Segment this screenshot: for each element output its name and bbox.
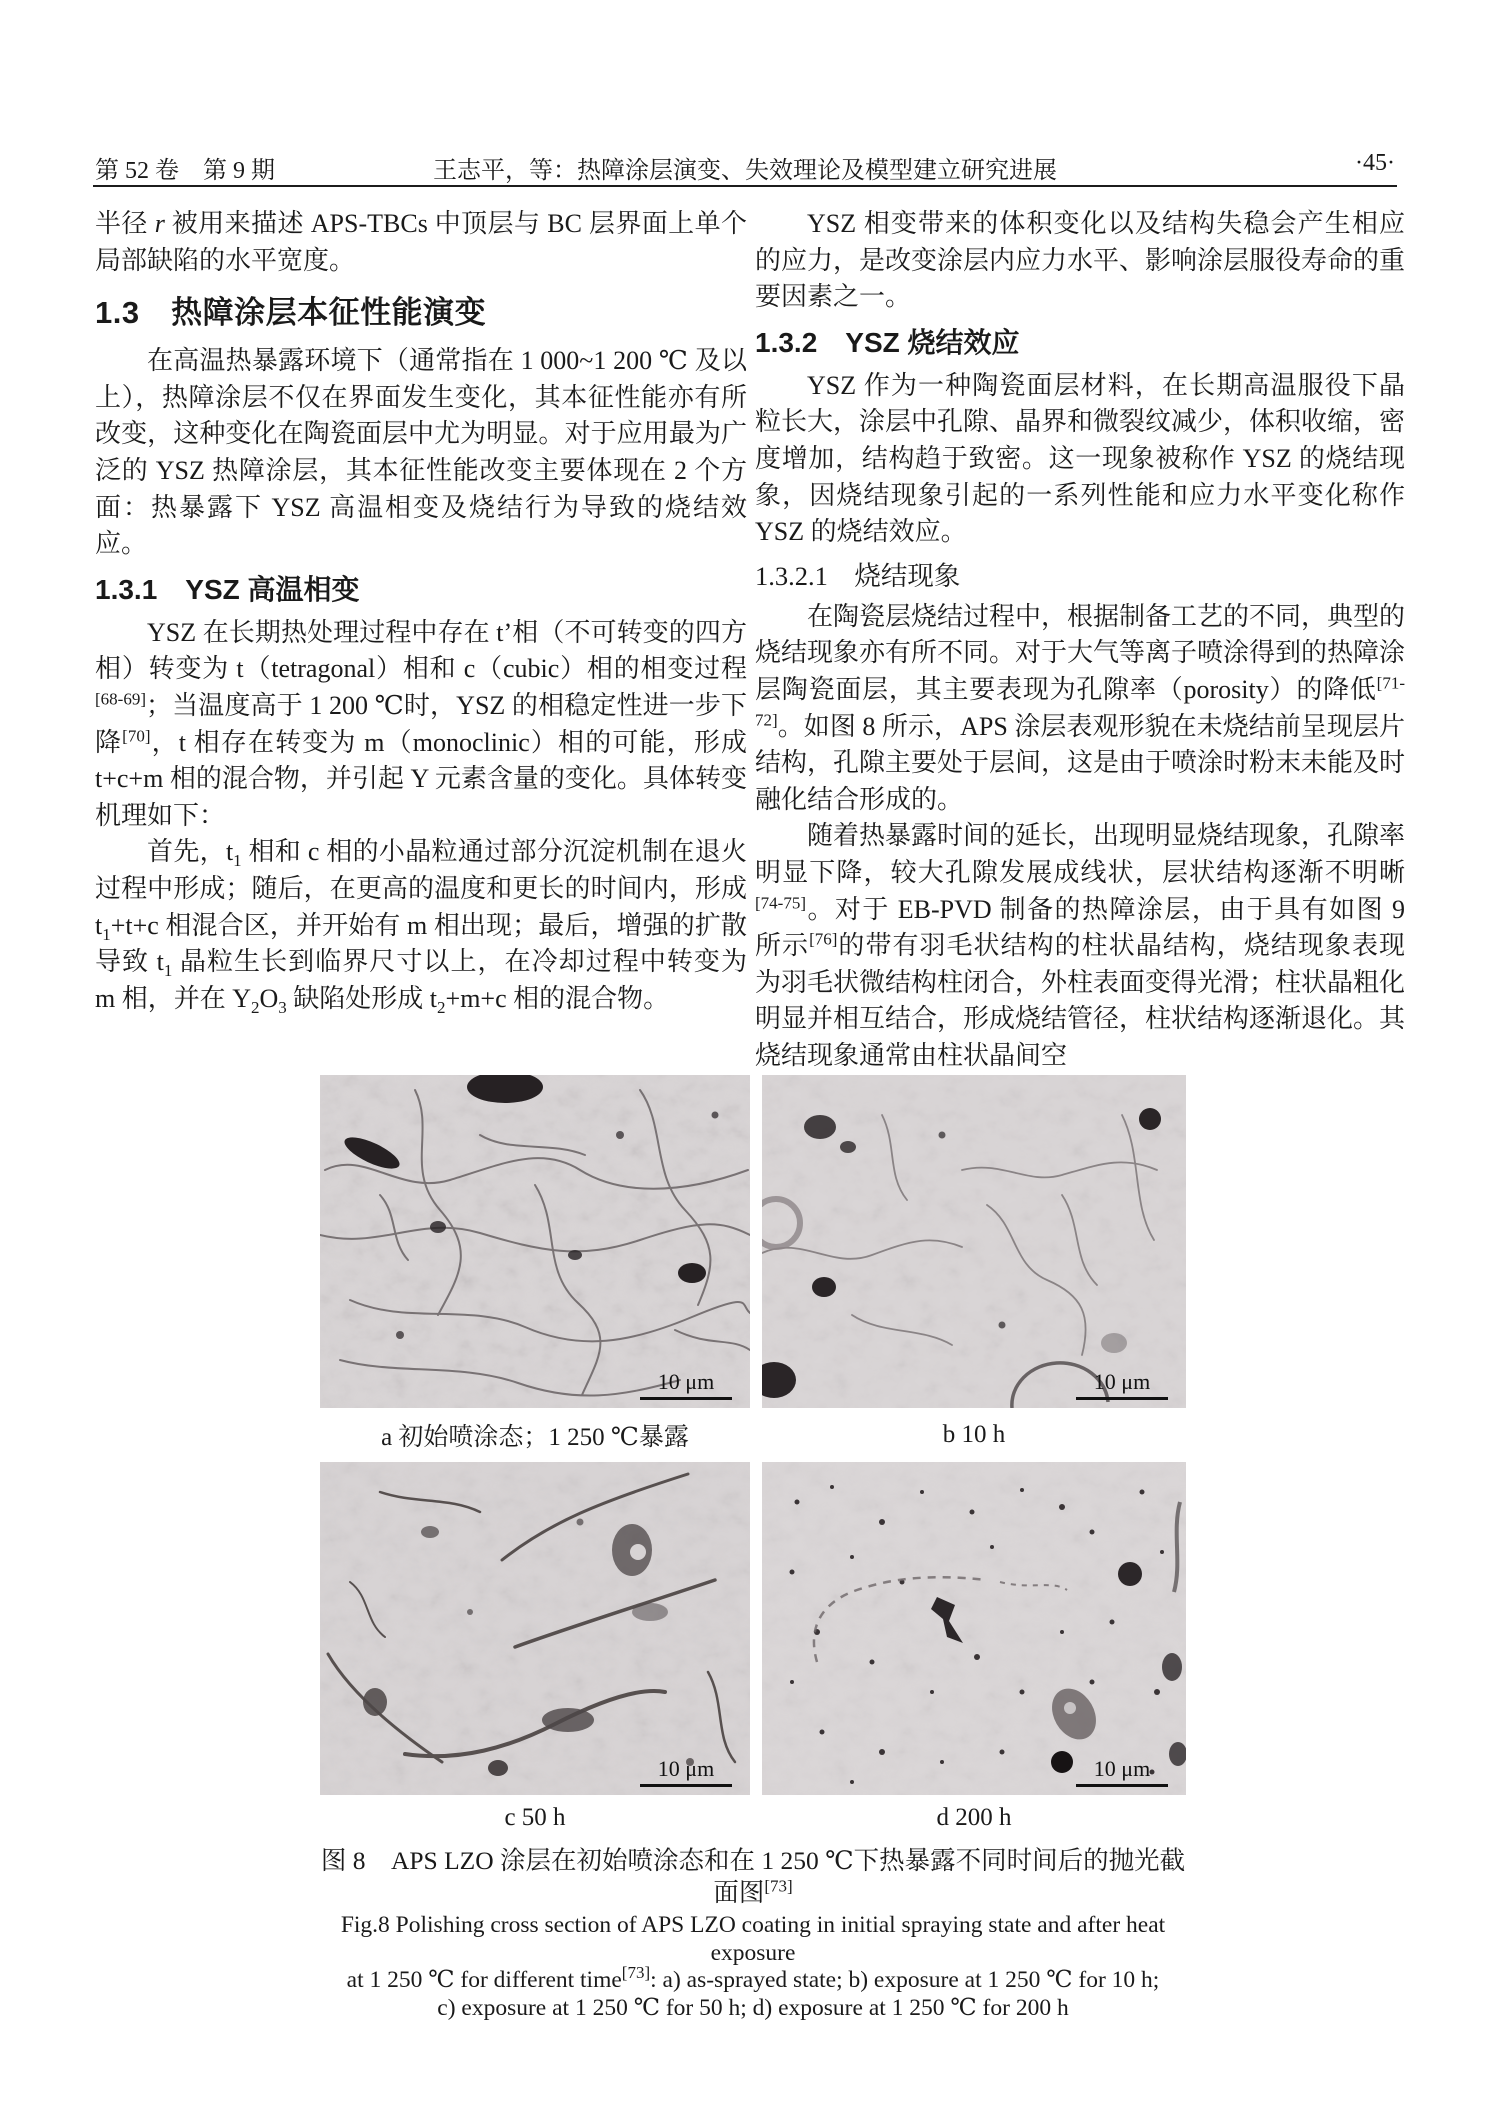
page-number: ·45· [1355,150,1395,176]
figure-8 [320,1075,1186,2022]
paragraph: 首先，$t_1$ 相和 c 相的小晶粒通过部分沉淀机制在退火过程中形成；随后，在更高的温度和更长的时间内，形成 $t_1+t+c$ 相混合区，并开始有 m 相出现；最后，增强的扩散导致 $t_1$ 晶粒生长到临界尺寸以上，在冷却过程中转变为 m 相，并在 $Y_2O_3$ 缺陷处形成 $t_2+m+c$ 相的混合物。 [95,837,747,1017]
paragraph: 在陶瓷层烧结过程中，根据制备工艺的不同，典型的烧结现象亦有所不同。对于大气等离子喷涂得到的热障涂层陶瓷面层，其主要表现为孔隙率（porosity）的降低[71-72]。如图 8 所示，APS 涂层表观形貌在未烧结前呈现层片结构，孔隙主要处于层间，这是由于喷涂时粉末未能及时融化结合形成的。 [755,601,1406,814]
micrograph-panel-b [762,1075,1186,1408]
panel-caption-d: d 200 h [936,1804,1012,1831]
section-heading-1-3: 1.3 热障涂层本征性能演变 [95,295,487,331]
section-heading-1-3-1: 1.3.1 YSZ 高温相变 [95,573,360,605]
section-heading-1-3-2: 1.3.2 YSZ 烧结效应 [755,326,1020,358]
figure-caption-en-line3: c) exposure at 1 250 ℃ for 50 h; d) exposure at 1 250 ℃ for 200 h [437,1994,1069,2021]
scale-bar-label: 10 μm [1093,1369,1151,1394]
micrograph-panel-a [320,1075,750,1408]
figure-caption-zh: 图 8 APS LZO 涂层在初始喷涂态和在 1 250 ℃下热暴露不同时间后的抛光截面图[73] [320,1846,1186,1907]
panel-caption-c: c 50 h [504,1804,566,1831]
paragraph: 随着热暴露时间的延长，出现明显烧结现象，孔隙率明显下降，较大孔隙发展成线状，层状结构逐渐不明晰[74-75]。对于 EB-PVD 制备的热障涂层，由于具有如图 9 所示[76]的带有羽毛状结构的柱状晶结构，烧结现象表现为羽毛状微结构柱闭合，外柱表面变得光滑；柱状晶粗化明显并相互结合，形成烧结管径，柱状结构逐渐退化。其烧结现象通常由柱状晶间空 [755,821,1406,1070]
running-title: 王志平，等：热障涂层演变、失效理论及模型建立研究进展 [433,158,1057,184]
scale-bar-label: 10 μm [1093,1756,1151,1781]
scale-bar [1076,1370,1168,1400]
scale-bar [640,1757,732,1787]
section-heading-1-3-2-1: 1.3.2.1 烧结现象 [755,560,961,591]
scale-bar-label: 10 μm [657,1369,715,1394]
paragraph: 在高温热暴露环境下（通常指在 1 000~1 200 ℃ 及以上），热障涂层不仅在界面发生变化，其本征性能亦有所改变，这种变化在陶瓷面层中尤为明显。对于应用最为广泛的 YSZ 热障涂层，其本征性能改变主要体现在 2 个方面：热暴露下 YSZ 高温相变及烧结行为导致的烧结效应。 [95,346,747,559]
running-head [93,150,1397,184]
micrograph-image-b [762,1075,1186,1408]
figure-caption-en-line2: at 1 250 ℃ for different time[73]: a) as-sprayed state; b) exposure at 1 250 ℃ for 10 h; [346,1963,1160,1993]
micrograph-image-c [320,1462,750,1795]
header-rule [93,185,1397,187]
figure-caption-en [320,1912,1186,2022]
left-column [95,206,747,1017]
scale-bar-line [640,1397,732,1400]
micrograph-image-d [762,1462,1186,1795]
panel-caption-a: a 初始喷涂态；1 250 ℃暴露 [381,1424,689,1451]
figure-caption-en-line1: Fig.8 Polishing cross section of APS LZO coating in initial spraying state and after heat exposure [340,1912,1166,1966]
scale-bar [1076,1757,1168,1787]
paragraph-continued: 半径 r 被用来描述 APS-TBCs 中顶层与 BC 层界面上单个局部缺陷的水平宽度。 [95,209,747,275]
micrograph-image-a [320,1075,750,1408]
figure-caption [320,1845,1186,2022]
micrograph-panel-d [762,1462,1186,1795]
scale-bar [640,1370,732,1400]
scale-bar-label: 10 μm [657,1756,715,1781]
volume-issue: 第 52 卷 第 9 期 [95,158,275,184]
scale-bar-line [640,1784,732,1787]
micrograph-panel-c [320,1462,750,1795]
scale-bar-line [1076,1784,1168,1787]
scale-bar-line [1076,1397,1168,1400]
panel-caption-b: b 10 h [942,1421,1006,1448]
figure-grid [320,1075,1186,1841]
right-column [755,206,1405,1074]
paragraph: YSZ 相变带来的体积变化以及结构失稳会产生相应的应力，是改变涂层内应力水平、影响涂层服役寿命的重要因素之一。 [755,209,1406,312]
paragraph: YSZ 在长期热处理过程中存在 t’相（不可转变的四方相）转变为 t（tetragonal）相和 c（cubic）相的相变过程[68-69]；当温度高于 1 200 ℃时，YSZ 的相稳定性进一步下降[70]，t 相存在转变为 m（monoclinic）相的可能，形成 t+c+m 相的混合物，并引起 Y 元素含量的变化。具体转变机理如下： [95,617,747,830]
paragraph: YSZ 作为一种陶瓷面层材料，在长期高温服役下晶粒长大，涂层中孔隙、晶界和微裂纹减少，体积收缩，密度增加，结构趋于致密。这一现象被称作 YSZ 的烧结现象，因烧结现象引起的一系列性能和应力水平变化称作 YSZ 的烧结效应。 [755,370,1406,547]
